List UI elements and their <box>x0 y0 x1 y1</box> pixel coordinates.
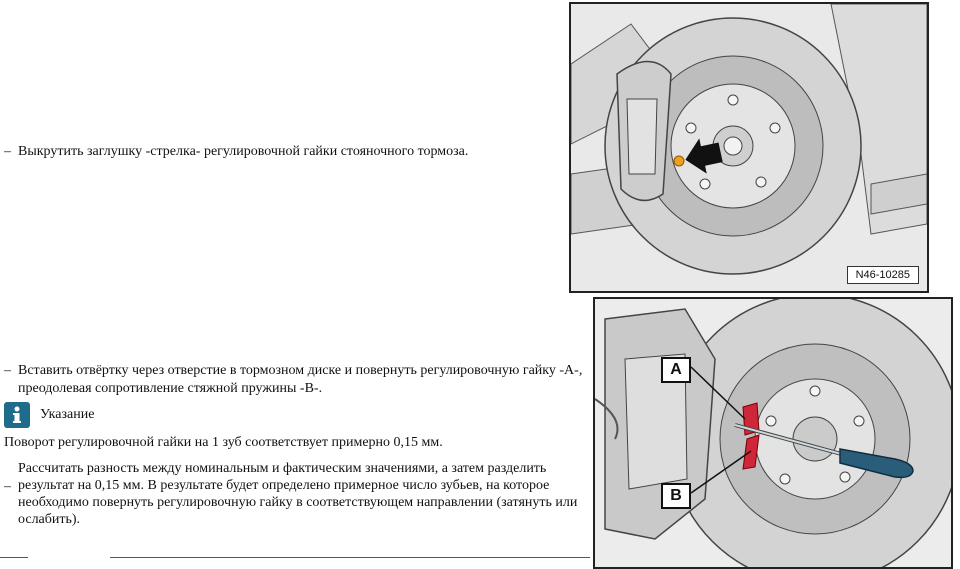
callout-b: B <box>661 483 691 509</box>
divider <box>110 557 590 558</box>
divider <box>0 557 28 558</box>
step-calculate <box>4 460 579 528</box>
step-bullet: – <box>4 363 11 378</box>
note-title: Указание <box>40 407 95 422</box>
brake-disc-illustration <box>571 4 927 291</box>
callout-a: A <box>661 357 691 383</box>
step-bullet: – <box>4 144 11 159</box>
figure-brake-disc-plug <box>569 2 929 293</box>
step-text: Рассчитать разность между номинальным и фактическим значениями, а затем разделить результат на 0,15 мм. В результате будет определено примерное число зубьев, на которое необходимо повернуть регулировочную гайку в соответствующем направлении (затянуть или ослабить). <box>18 461 578 527</box>
figure-adjusting-nut <box>593 297 953 569</box>
step-insert-screwdriver <box>4 362 589 398</box>
note-text: Поворот регулировочной гайки на 1 зуб соответствует примерно 0,15 мм. <box>4 435 443 450</box>
info-icon <box>4 402 30 428</box>
note-header <box>4 402 94 428</box>
step-text: Выкрутить заглушку -стрелка- регулировочной гайки стояночного тормоза. <box>18 144 469 159</box>
step-bullet: – <box>4 479 11 494</box>
step-text: Вставить отвёртку через отверстие в тормозном диске и повернуть регулировочную гайку -A-, преодолевая сопротивление стяжной пружины -B-. <box>18 363 583 396</box>
figure-label: N46-10285 <box>847 266 919 284</box>
screwdriver-illustration <box>595 299 951 567</box>
step-unscrew-plug <box>4 143 544 161</box>
